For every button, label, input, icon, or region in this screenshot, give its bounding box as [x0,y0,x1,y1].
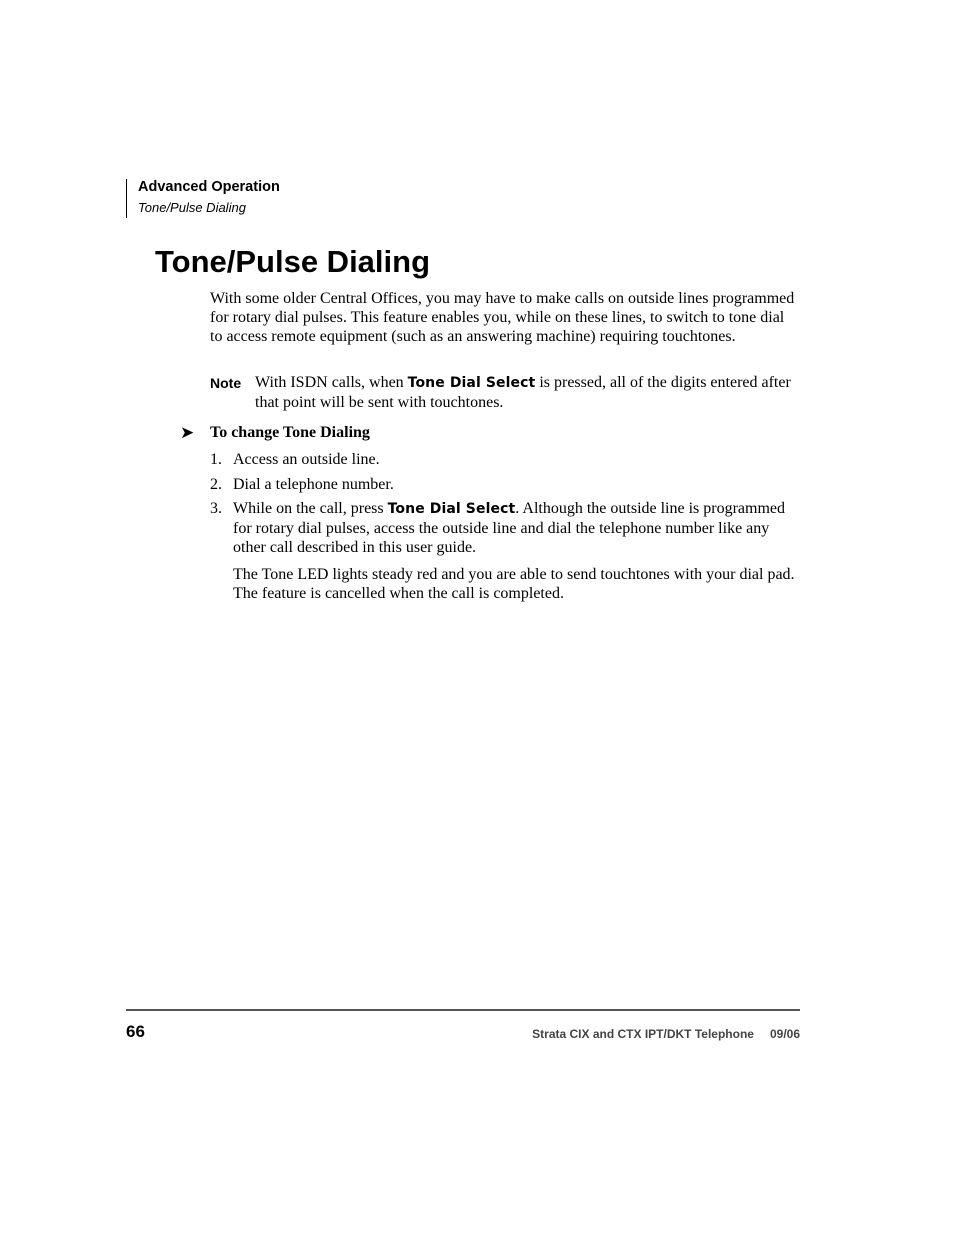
tone-dial-select-key: Tone Dial Select [387,501,516,517]
note-text-before: With ISDN calls, when [255,374,408,391]
header-rule [126,179,127,218]
page-title: Tone/Pulse Dialing [155,244,431,279]
step-text: Dial a telephone number. [233,476,394,493]
note-text-after: is pressed, all of the digits entered after that point will be sent with touchtones. [255,374,791,411]
procedure-title: To change Tone Dialing [210,424,370,441]
footer-info [532,1026,800,1042]
step-text-after: . Although the outside line is programmed for rotary dial pulses, access the outside line and dial the telephone number like any other call described in this user guide. [233,500,786,556]
note-text [255,373,805,412]
tone-dial-select-key: Tone Dial Select [407,375,536,391]
note-label: Note [210,375,242,391]
footer-product: Strata CIX and CTX IPT/DKT Telephone [532,1027,754,1041]
step-text [233,499,803,557]
followup-paragraph: The Tone LED lights steady red and you are able to send touchtones with your dial pad. The feature is cancelled when the call is completed. [233,566,795,602]
intro-paragraph: With some older Central Offices, you may have to make calls on outside lines programmed for rotary dial pulses. This feature enables you, while on these lines, to switch to tone dial to access remote equipment (such as an answering machine) requiring touchtones. [210,290,795,345]
header-subsection: Tone/Pulse Dialing [138,200,246,215]
step-text-before: While on the call, press [233,500,388,517]
footer-date: 09/06 [769,1027,800,1041]
procedure-arrow-icon: ➤ [180,423,195,443]
step-number: 2. [210,476,222,493]
step-number: 1. [210,451,222,468]
footer-rule [126,1009,800,1011]
header-section: Advanced Operation [138,179,280,195]
step-text: Access an outside line. [233,451,380,468]
step-number: 3. [210,500,222,517]
page-number: 66 [126,1022,145,1041]
